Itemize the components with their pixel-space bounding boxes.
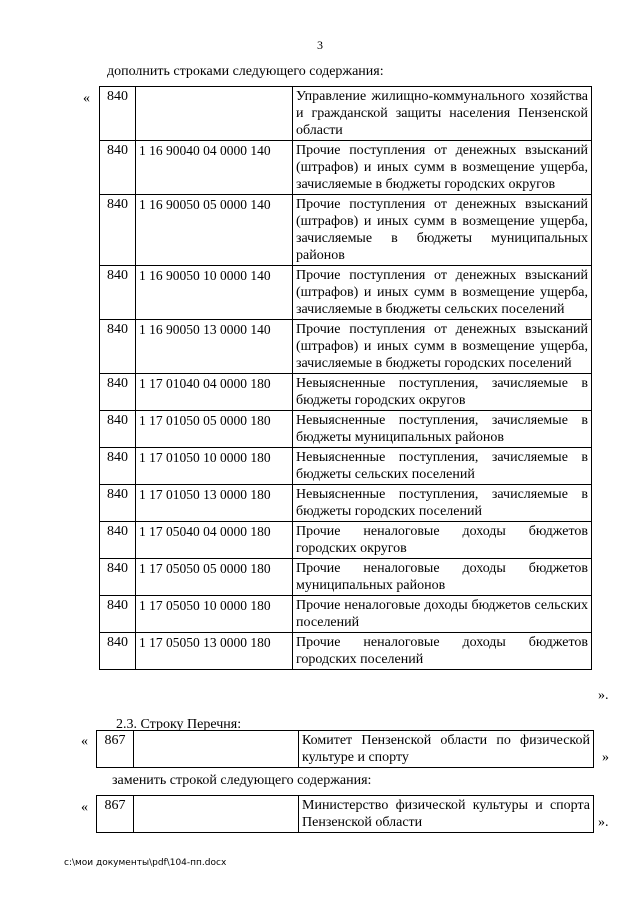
admin-code-cell: 840 [100,320,136,374]
kbk-cell: 1 17 05050 10 0000 180 [136,596,293,633]
table-row [100,522,592,559]
description-cell: Министерство физической культуры и спорта Пензенской области [299,796,594,833]
admin-code-cell: 840 [100,633,136,670]
table-row [100,596,592,633]
admin-code-cell: 840 [100,411,136,448]
admin-code-cell: 840 [100,485,136,522]
kbk-cell: 1 16 90050 05 0000 140 [136,195,293,266]
table-row [100,448,592,485]
description-cell: Невыясненные поступления, зачисляемые в бюджеты городских поселений [293,485,592,522]
kbk-cell [136,87,293,141]
admin-code-cell: 840 [100,448,136,485]
table-row [100,320,592,374]
table-row [100,485,592,522]
kbk-cell: 1 17 01040 04 0000 180 [136,374,293,411]
description-cell: Прочие поступления от денежных взысканий (штрафов) и иных сумм в возмещение ущерба, зачисляемые в бюджеты сельских поселений [293,266,592,320]
closing-quote-1: ». [598,688,609,703]
admin-code-cell: 840 [100,141,136,195]
admin-code-cell: 840 [100,195,136,266]
admin-code-cell: 840 [100,559,136,596]
description-cell: Комитет Пензенской области по физической культуре и спорту [299,731,594,768]
description-cell: Управление жилищно-коммунального хозяйства и гражданской защиты населения Пензенской области [293,87,592,141]
kbk-cell: 1 17 05050 05 0000 180 [136,559,293,596]
description-cell: Прочие неналоговые доходы бюджетов муниципальных районов [293,559,592,596]
table-row [97,731,594,768]
admin-code-cell: 840 [100,87,136,141]
table-row [97,796,594,833]
description-cell: Прочие поступления от денежных взысканий (штрафов) и иных сумм в возмещение ущерба, зачисляемые в бюджеты городских округов [293,141,592,195]
table-row [100,374,592,411]
table-row [100,266,592,320]
opening-quote-1: « [83,91,90,106]
kbk-cell: 1 16 90050 10 0000 140 [136,266,293,320]
table-row [100,141,592,195]
kbk-cell [134,731,299,768]
admin-code-cell: 840 [100,374,136,411]
opening-quote-2: « [81,734,88,749]
footer-file-path: c:\мои документы\pdf\104-пп.docx [64,858,227,868]
description-cell: Прочие неналоговые доходы бюджетов городских округов [293,522,592,559]
opening-quote-3: « [81,800,88,815]
section-heading: 2.3. Строку Перечня: [116,717,242,732]
table-row [100,411,592,448]
page-number: 3 [317,38,323,52]
budget-codes-table [99,86,592,670]
description-cell: Прочие поступления от денежных взысканий (штрафов) и иных сумм в возмещение ущерба, зачисляемые в бюджеты городских поселений [293,320,592,374]
table-row [100,87,592,141]
admin-code-cell: 840 [100,596,136,633]
description-cell: Невыясненные поступления, зачисляемые в бюджеты муниципальных районов [293,411,592,448]
closing-quote-2: » [602,750,609,765]
admin-code-cell: 867 [97,796,134,833]
kbk-cell: 1 17 05040 04 0000 180 [136,522,293,559]
kbk-cell: 1 17 01050 13 0000 180 [136,485,293,522]
kbk-cell: 1 17 05050 13 0000 180 [136,633,293,670]
description-cell: Невыясненные поступления, зачисляемые в бюджеты городских округов [293,374,592,411]
table-row [100,559,592,596]
intro-text: дополнить строками следующего содержания: [107,64,384,79]
kbk-cell: 1 17 01050 05 0000 180 [136,411,293,448]
kbk-cell: 1 16 90050 13 0000 140 [136,320,293,374]
replace-text: заменить строкой следующего содержания: [112,773,372,788]
description-cell: Прочие неналоговые доходы бюджетов городских поселений [293,633,592,670]
table-row [100,633,592,670]
kbk-cell: 1 17 01050 10 0000 180 [136,448,293,485]
new-row-table [96,795,594,833]
closing-quote-3: ». [598,815,609,830]
admin-code-cell: 840 [100,522,136,559]
admin-code-cell: 867 [97,731,134,768]
description-cell: Прочие неналоговые доходы бюджетов сельских поселений [293,596,592,633]
description-cell: Невыясненные поступления, зачисляемые в бюджеты сельских поселений [293,448,592,485]
table-row [100,195,592,266]
budget-codes-table-body [100,87,592,670]
admin-code-cell: 840 [100,266,136,320]
kbk-cell [134,796,299,833]
kbk-cell: 1 16 90040 04 0000 140 [136,141,293,195]
description-cell: Прочие поступления от денежных взысканий (штрафов) и иных сумм в возмещение ущерба, зачисляемые в бюджеты муниципальных районов [293,195,592,266]
old-row-table [96,730,594,768]
